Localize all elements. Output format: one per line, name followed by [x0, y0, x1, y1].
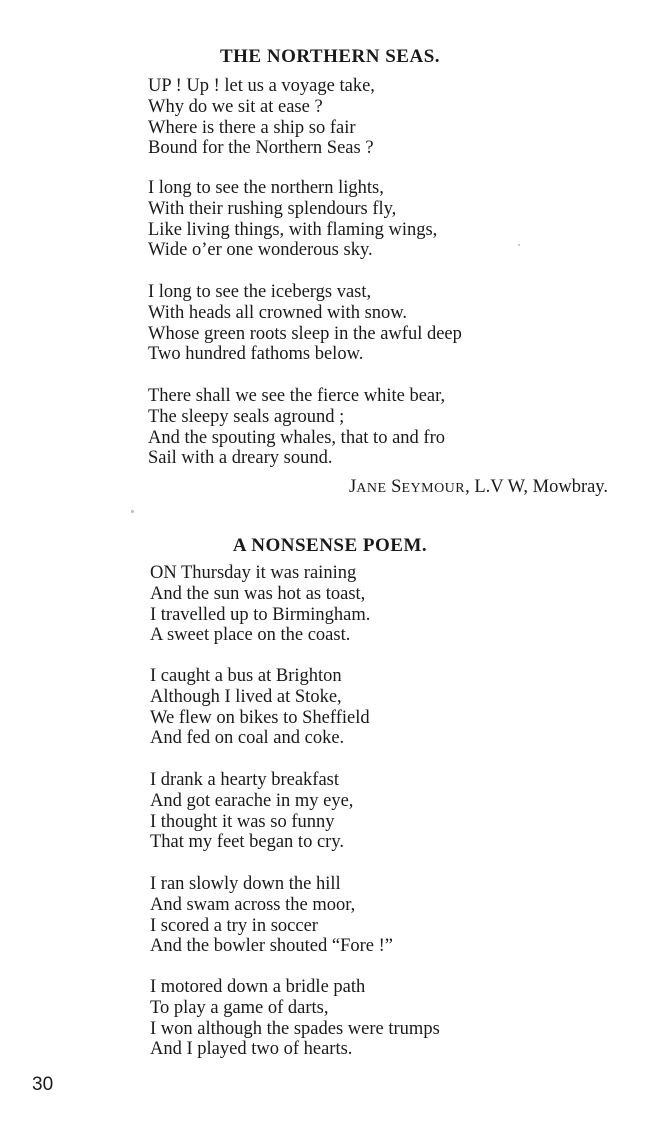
- author-first-rest: ANE: [356, 481, 387, 496]
- poem-line: And the bowler shouted “Fore !”: [150, 936, 394, 957]
- poem-line: UP ! Up ! let us a voyage take,: [148, 76, 375, 96]
- author-first-initial: J: [349, 477, 357, 497]
- page-number: 30: [32, 1074, 54, 1095]
- poem-line: I travelled up to Birmingham.: [150, 604, 371, 625]
- stanza: [150, 977, 440, 1060]
- stanza: [150, 874, 393, 957]
- paper-speck: [131, 510, 134, 513]
- poem-line: And got earache in my eye,: [150, 790, 354, 811]
- poem-line: Why do we sit at ease ?: [148, 96, 323, 117]
- poem-line: Like living things, with flaming wings,: [148, 219, 438, 240]
- stanza: [148, 178, 437, 261]
- poem-line: I long to see the northern lights,: [148, 178, 384, 198]
- poem-line: ON Thursday it was raining: [150, 563, 357, 583]
- poem-line: Bound for the Northern Seas ?: [148, 138, 374, 159]
- author-last-rest: EYMOUR: [401, 481, 466, 496]
- poem-title-northern-seas: THE NORTHERN SEAS.: [219, 46, 441, 67]
- stanza: [148, 76, 375, 159]
- poem-line: Where is there a ship so fair: [148, 117, 356, 138]
- stanza: [150, 770, 353, 853]
- poem-line: And fed on coal and coke.: [150, 728, 345, 749]
- poem-line: With their rushing splendours fly,: [148, 198, 397, 219]
- stanza: [148, 282, 462, 365]
- poem-line: To play a game of darts,: [150, 997, 329, 1018]
- poem-title-nonsense-poem: A NONSENSE POEM.: [232, 535, 428, 556]
- poem-line: And the spouting whales, that to and fro: [148, 427, 445, 448]
- poem-line: I motored down a bridle path: [150, 977, 366, 997]
- poem-line: I caught a bus at Brighton: [150, 666, 342, 686]
- poem-line: I ran slowly down the hill: [150, 874, 341, 894]
- stanza: [150, 666, 370, 749]
- poem-line: Sail with a dreary sound.: [148, 448, 333, 469]
- author-suffix: , L.V W, Mowbray.: [465, 477, 608, 497]
- author-last-initial: S: [391, 477, 402, 497]
- poem-line: I thought it was so funny: [150, 811, 335, 832]
- poem-line: The sleepy seals aground ;: [148, 406, 345, 427]
- poem-line: Wide o’er one wonderous sky.: [148, 240, 373, 261]
- poem-line: A sweet place on the coast.: [150, 625, 351, 646]
- stanza: [148, 386, 445, 469]
- poem-line: I scored a try in soccer: [150, 915, 318, 936]
- poem-line: With heads all crowned with snow.: [148, 302, 408, 323]
- poem-line: Two hundred fathoms below.: [148, 344, 364, 365]
- poem-line: Whose green roots sleep in the awful deep: [148, 323, 462, 344]
- poem-line: And the sun was hot as toast,: [150, 583, 366, 604]
- poem-line: And I played two of hearts.: [150, 1039, 353, 1060]
- poem-line: We flew on bikes to Sheffield: [150, 707, 370, 728]
- paper-speck: [518, 244, 520, 246]
- author-attribution: [349, 476, 608, 500]
- stanza: [150, 563, 370, 646]
- poem-line: There shall we see the fierce white bear,: [148, 386, 446, 406]
- poem-line: And swam across the moor,: [150, 894, 356, 915]
- poem-line: I won although the spades were trumps: [150, 1018, 440, 1039]
- poem-line: Although I lived at Stoke,: [150, 686, 342, 707]
- poem-line: I long to see the icebergs vast,: [148, 282, 372, 302]
- poem-line: That my feet began to cry.: [150, 832, 344, 853]
- poem-line: I drank a hearty breakfast: [150, 770, 340, 790]
